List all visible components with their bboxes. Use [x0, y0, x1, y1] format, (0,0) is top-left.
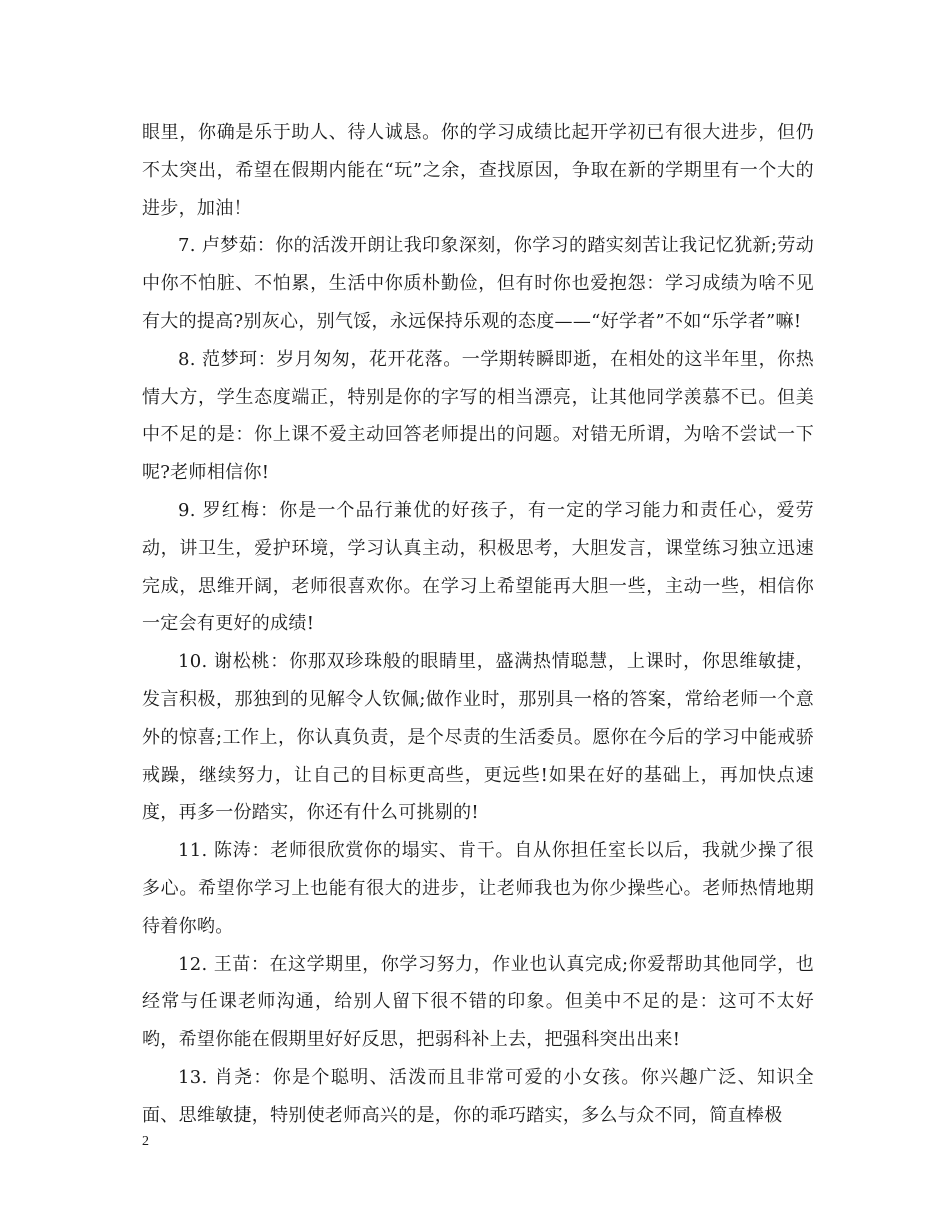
- paragraph-comment-9: 9. 罗红梅：你是一个品行兼优的好孩子，有一定的学习能力和责任心，爱劳动，讲卫生，爱护环境，学习认真主动，积极思考，大胆发言，课堂练习独立迅速完成，思维开阔，老师很喜欢你。在学习上希望能再大胆一些，主动一些，相信你一定会有更好的成绩!: [142, 499, 814, 635]
- page-number: 2: [142, 1134, 149, 1149]
- paragraph-comment-12: 12. 王苗：在这学期里，你学习努力，作业也认真完成;你爱帮助其他同学，也经常与任课老师沟通，给别人留下很不错的印象。但美中不足的是：这可不太好哟，希望你能在假期里好好反思，把弱科补上去，把强科突出出来!: [142, 953, 814, 1051]
- paragraph-comment-13: 13. 肖尧：你是个聪明、活泼而且非常可爱的小女孩。你兴趣广泛、知识全面、思维敏捷，特别使老师高兴的是，你的乖巧踏实，多么与众不同，简直棒极: [142, 1066, 814, 1126]
- paragraph-comment-10: 10. 谢松桃：你那双珍珠般的眼睛里，盛满热情聪慧，上课时，你思维敏捷，发言积极，那独到的见解令人钦佩;做作业时，那别具一格的答案，常给老师一个意外的惊喜;工作上，你认真负责，是个尽责的生活委员。愿你在今后的学习中能戒骄戒躁，继续努力，让自己的目标更高些，更远些!如果在好的基础上，再加快点速度，再多一份踏实，你还有什么可挑剔的!: [142, 651, 814, 824]
- paragraph-continuation: 眼里，你确是乐于助人、待人诚恳。你的学习成绩比起开学初已有很大进步，但仍不太突出，希望在假期内能在“玩”之余，查找原因，争取在新的学期里有一个大的进步，加油！: [142, 122, 814, 219]
- paragraph-comment-11: 11. 陈涛：老师很欣赏你的塌实、肯干。自从你担任室长以后，我就少操了很多心。希望你学习上也能有很大的进步，让老师我也为你少操些心。老师热情地期待着你哟。: [142, 840, 814, 937]
- document-body: [142, 114, 814, 1135]
- paragraph-comment-7: 7. 卢梦茹：你的活泼开朗让我印象深刻，你学习的踏实刻苦让我记忆犹新;劳动中你不怕脏、不怕累，生活中你质朴勤俭，但有时你也爱抱怨：学习成绩为啥不见有大的提高?别灰心，别气馁，永远保持乐观的态度——“好学者”不如“乐学者”嘛!: [142, 235, 814, 332]
- paragraph-comment-8: 8. 范梦珂：岁月匆匆，花开花落。一学期转瞬即逝，在相处的这半年里，你热情大方，学生态度端正，特别是你的字写的相当漂亮，让其他同学羡慕不已。但美中不足的是：你上课不爱主动回答老师提出的问题。对错无所谓，为啥不尝试一下呢?老师相信你!: [142, 348, 814, 484]
